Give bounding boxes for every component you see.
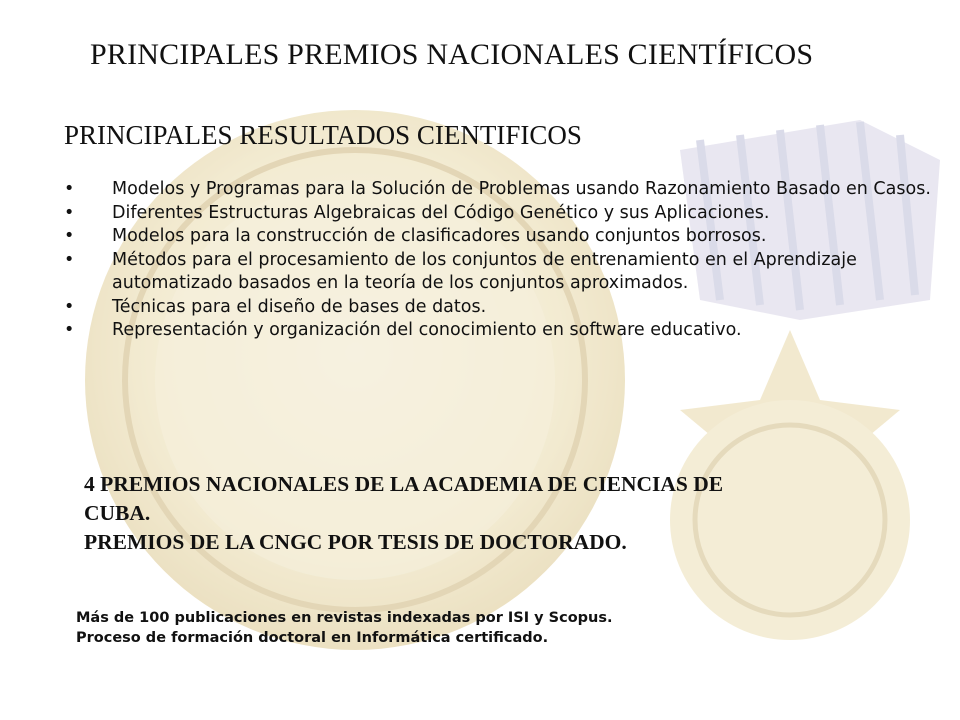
facts-line: Más de 100 publicaciones en revistas indexadas por ISI y Scopus.: [76, 610, 613, 626]
section-subtitle: PRINCIPALES RESULTADOS CIENTIFICOS: [64, 120, 582, 150]
list-item: • Modelos para la construcción de clasificadores usando conjuntos borrosos.: [64, 225, 954, 249]
facts-block: [76, 608, 613, 648]
results-list: [64, 178, 954, 343]
awards-line: 4 PREMIOS NACIONALES DE LA ACADEMIA DE CIENCIAS DE: [84, 472, 724, 496]
awards-line: CUBA.: [84, 501, 151, 525]
bullet-icon: •: [64, 249, 75, 270]
bullet-icon: •: [64, 202, 75, 223]
list-item: • Técnicas para el diseño de bases de datos.: [64, 296, 954, 320]
bullet-icon: •: [64, 226, 75, 246]
list-item: • Métodos para el procesamiento de los conjuntos de entrenamiento en el Aprendizaje automatizado basados en la teoría de los conjuntos aproximados.: [64, 249, 857, 293]
facts-line: Proceso de formación doctoral en Informática certificado.: [76, 630, 549, 646]
awards-line: PREMIOS DE LA CNGC POR TESIS DE DOCTORADO.: [84, 530, 627, 554]
awards-block: [84, 470, 914, 557]
list-item: • Representación y organización del conocimiento en software educativo.: [64, 319, 954, 343]
page-title: PRINCIPALES PREMIOS NACIONALES CIENTÍFICOS: [90, 38, 814, 71]
list-item: • Diferentes Estructuras Algebraicas del Código Genético y sus Aplicaciones.: [64, 202, 954, 226]
bullet-icon: •: [64, 179, 75, 199]
bullet-icon: •: [64, 296, 75, 317]
bullet-icon: •: [64, 320, 75, 340]
list-item: • Modelos y Programas para la Solución de Problemas usando Razonamiento Basado en Casos.: [64, 178, 954, 202]
